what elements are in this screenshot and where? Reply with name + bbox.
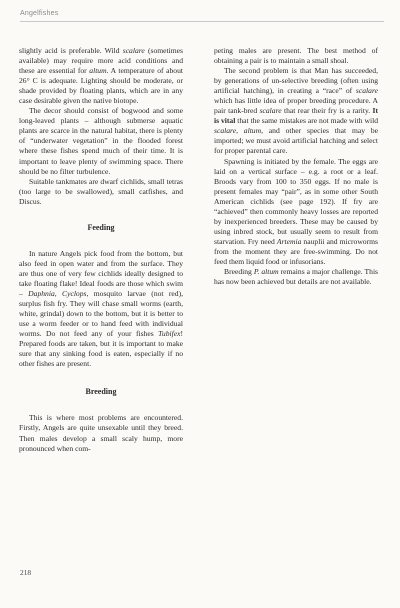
header-rule xyxy=(20,21,384,22)
left-column xyxy=(19,46,183,454)
paragraph-altum-breeding: Breeding P. altum remains a major challenge. This has now been achieved but details are not available. xyxy=(214,267,379,287)
paragraph-spawning: Spawning is initiated by the female. The eggs are laid on a vertical surface – e.g. a root or a leaf. Broods vary from 100 to 350 eggs. If no male is present females may “pair”, as in some other South American cichlids (see page 192). If fry are “achieved” then commonly heavy losses are reported by inexperienced breeders. These may be caused by using inbred stock, but usually seem to result from starvation. Fry need Artemia nauplii and microworms from the moment they are free-swimming. Do not feed them liquid food or infusorians. xyxy=(214,156,378,266)
paragraph-breeding-intro: This is where most problems are encountered. Firstly, Angels are quite unsexable until they breed. Then males develop a small scaly hump, more pronounced when com- xyxy=(19,413,183,453)
paragraph-tankmates: Suitable tankmates are dwarf cichlids, small tetras (too large to be swallowed), small catfishes, and Discus. xyxy=(19,176,183,206)
paragraph-decor: The decor should consist of bogwood and some long-leaved plants – although submerse aquatic plants are scarce in the natural habitat, there is plenty of “underwater vegetation” in the flooded forest where these fishes spend much of their time. It is important to leave plenty of swimming space. There should be no filter turbulence. xyxy=(19,106,183,176)
paragraph-water-conditions: slightly acid is preferable. Wild scalare (sometimes available) may require more acid conditions and these are essential for altum. A temperature of about 26° C is adequate. Lighting should be moderate, or shade provided by floating plants, which are in any case desirable given the native biotope. xyxy=(19,46,183,106)
running-head: Angelfishes xyxy=(20,10,59,17)
heading-feeding: Feeding xyxy=(87,222,115,232)
paragraph-selective-breeding: The second problem is that Man has succeeded, by generations of un-selective breeding (often using artificial hatching), in creating a “race” of scalare which has little idea of proper breeding procedure. A pair tank-bred scalare that rear their fry is a rarity. It is vital that the same mistakes are not made with wild scalare, altum, and other species that may be imported; we must avoid artificial hatching and select for proper parental care. xyxy=(214,66,378,156)
paragraph-pairing: peting males are present. The best method of obtaining a pair is to maintain a small shoal. xyxy=(214,46,378,66)
heading-breeding: Breeding xyxy=(85,387,117,397)
page-number: 218 xyxy=(20,568,32,577)
paragraph-feeding: In nature Angels pick food from the bottom, but also feed in open water and from the surface. They are thus one of very few cichlids ideally designed to take floating flake! Ideal foods are those which swim – Daphnia, Cyclops, mosquito larvae (not red), surplus fish fry. They will chase small worms (earth, white, grindal) down to the bottom, but it is better to use a worm feeder or to hand feed with individual worms. Do not feed any of your fishes Tubifex! Prepared foods are taken, but it is important to make sure that any sinking food is eaten, especially if no other fishes are present. xyxy=(19,248,184,369)
right-column xyxy=(214,46,378,287)
